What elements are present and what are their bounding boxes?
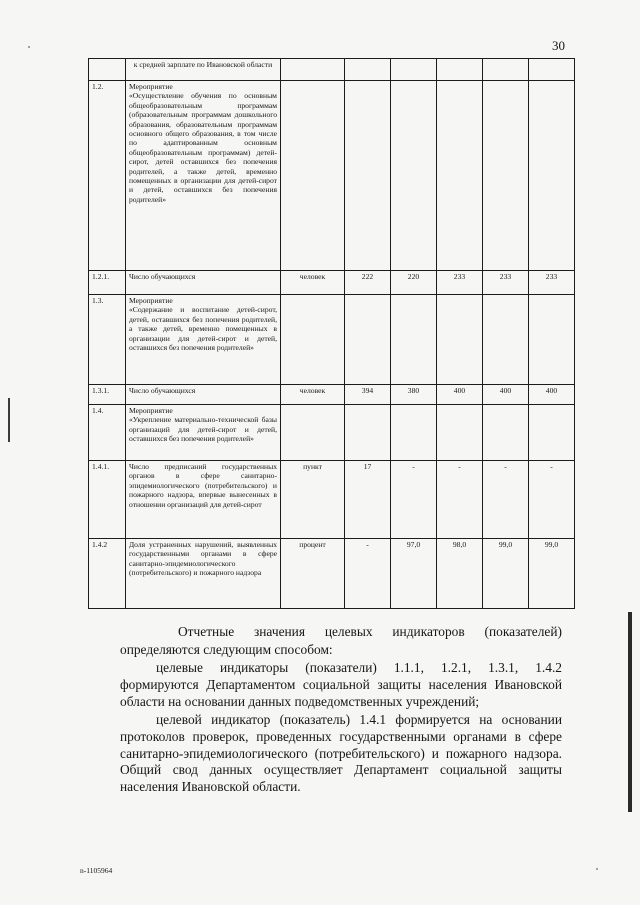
cell-value <box>345 405 391 461</box>
right-edge-mark <box>628 612 632 812</box>
cell-name <box>126 81 281 271</box>
cell-value: 400 <box>529 385 575 405</box>
cell-num: 1.4. <box>89 405 126 461</box>
cell-num: 1.4.1. <box>89 461 126 539</box>
cell-value: - <box>345 539 391 609</box>
table-row <box>89 405 575 461</box>
table-row <box>89 59 575 81</box>
page-number: 30 <box>552 38 565 53</box>
paragraph-intro: Отчетные значения целевых индикаторов (показателей) <box>178 624 562 639</box>
cell-num: 1.3. <box>89 295 126 385</box>
measure-text: «Осуществление обучения по основным общеобразовательным программам (образовательным программам дошкольного образования, образовательным программам основного общего образования, в том числе по адаптированным основным общеобразовательным программам) детей-сирот, детей оставшихся без попечения родителей, а также детей, временно помещенных в организации для детей-сирот и детей, оставшихся без попечения родителей» <box>129 91 277 204</box>
cell-unit: человек <box>281 271 345 295</box>
cell-num: 1.3.1. <box>89 385 126 405</box>
cell-num: 1.2.1. <box>89 271 126 295</box>
cell-value: - <box>391 461 437 539</box>
cell-value: 99,0 <box>529 539 575 609</box>
cell-name: Число обучающихся <box>126 271 281 295</box>
cell-value <box>437 81 483 271</box>
cell-value <box>529 81 575 271</box>
paragraph-intro-cont: определяются следующим способом: <box>120 642 333 657</box>
cell-value: 233 <box>529 271 575 295</box>
cell-unit: пункт <box>281 461 345 539</box>
cell-value <box>483 295 529 385</box>
cell-name <box>126 405 281 461</box>
cell-unit: процент <box>281 539 345 609</box>
cell-value <box>345 81 391 271</box>
cell-value: 233 <box>483 271 529 295</box>
cell-unit <box>281 81 345 271</box>
indicators-table <box>88 58 575 609</box>
cell-value <box>529 405 575 461</box>
cell-value <box>437 405 483 461</box>
table-row <box>89 295 575 385</box>
cell-value: 400 <box>437 385 483 405</box>
cell-name: к средней зарплате по Ивановской области <box>126 59 281 81</box>
cell-value: 98,0 <box>437 539 483 609</box>
cell-value: 394 <box>345 385 391 405</box>
paragraph-indicators-dept: целевые индикаторы (показатели) 1.1.1, 1.2.1, 1.3.1, 1.4.2 формируются Департаментом социальной защиты населения Ивановской области на основании данных подведомственных учреждений; <box>120 660 562 709</box>
measure-text: «Укрепление материально-технической базы организаций для детей-сирот и детей, оставшихся без попечения родителей» <box>129 415 277 444</box>
table-row <box>89 271 575 295</box>
cell-value <box>391 405 437 461</box>
measure-text: «Содержание и воспитание детей-сирот, детей, оставшихся без попечения родителей, а также детей, временно помещенных в организации для детей-сирот и детей, оставшихся без попечения родителей» <box>129 305 277 353</box>
cell-value: 17 <box>345 461 391 539</box>
cell-num: 1.2. <box>89 81 126 271</box>
cell-value: 233 <box>437 271 483 295</box>
cell-num: 1.4.2 <box>89 539 126 609</box>
cell-value <box>483 81 529 271</box>
paragraph-indicator-141: целевой индикатор (показатель) 1.4.1 формируется на основании протоколов проверок, проведенных государственными органами в сфере санитарно-эпидемиологического (потребительского) и пожарного надзора. Общий свод данных осуществляет Департамент социальной защиты населения Ивановской области. <box>120 712 562 795</box>
cell-value: - <box>529 461 575 539</box>
cell-value <box>391 81 437 271</box>
cell-num <box>89 59 126 81</box>
measure-title: Мероприятие <box>129 296 173 305</box>
cell-value <box>345 295 391 385</box>
measure-title: Мероприятие <box>129 82 173 91</box>
cell-unit: человек <box>281 385 345 405</box>
cell-value <box>391 295 437 385</box>
cell-name: Доля устраненных нарушений, выявленных государственными органами в сфере санитарно-эпидемиологического (потребительского) и пожарного надзора <box>126 539 281 609</box>
cell-value: 220 <box>391 271 437 295</box>
table-row <box>89 461 575 539</box>
table-row <box>89 81 575 271</box>
cell-value <box>483 405 529 461</box>
cell-value: 222 <box>345 271 391 295</box>
footer-code: n-1105964 <box>80 866 113 875</box>
cell-name: Число предписаний государственных органов в сфере санитарно-эпидемиологического (потребительского) и пожарного надзора, впервые вынесенных в отношении организаций для детей-сирот <box>126 461 281 539</box>
cell-value: 97,0 <box>391 539 437 609</box>
cell-name: Число обучающихся <box>126 385 281 405</box>
table-row <box>89 539 575 609</box>
cell-name <box>126 295 281 385</box>
scan-speck <box>28 46 30 48</box>
cell-value: - <box>437 461 483 539</box>
cell-unit <box>281 295 345 385</box>
cell-value: - <box>483 461 529 539</box>
cell-value <box>437 295 483 385</box>
cell-value <box>529 295 575 385</box>
cell-value: 380 <box>391 385 437 405</box>
table-row <box>89 385 575 405</box>
scan-speck <box>596 868 598 870</box>
cell-value: 400 <box>483 385 529 405</box>
cell-value: 99,0 <box>483 539 529 609</box>
measure-title: Мероприятие <box>129 406 173 415</box>
cell-unit <box>281 405 345 461</box>
left-edge-mark <box>8 398 10 442</box>
